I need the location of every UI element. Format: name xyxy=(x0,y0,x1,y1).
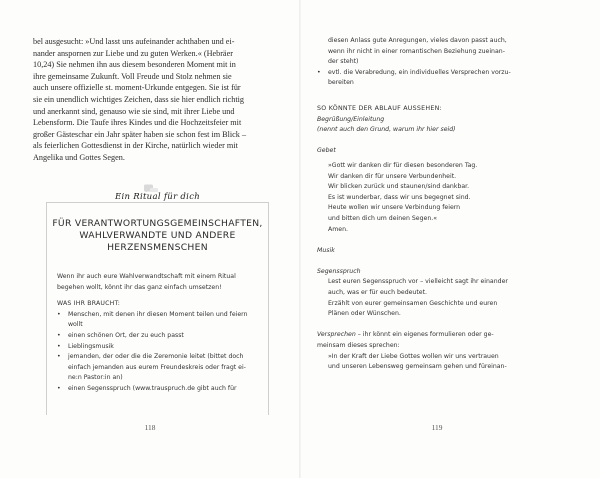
ritual-script-title: Ein Ritual für dich xyxy=(47,192,268,202)
prayer-text: »Gott wir danken dir für diesen besonderen Tag. Wir danken dir für unsere Verbundenheit. Wir blicken zurück und staunen/sind dankbar. Es ist wunderbar, dass wir uns begegnet sind. Heute wollen wir unsere Verbindung feiern und bitten dich um deinen Segen.« Amen. xyxy=(328,161,478,233)
intro-line: Wenn ihr auch eure Wahlverwandtschaft mit einem Ritual xyxy=(57,273,236,280)
list-item: • jemanden, der oder die die Zeremonie leitet (bittet doch einfach jemanden aus eurem Freundeskreis oder fragt ei- ne:n Pastor:in an) xyxy=(57,352,256,384)
welcome-title: Begrüßung/Einleitung xyxy=(317,115,385,123)
list-item: • Lieblingsmusik xyxy=(57,342,256,353)
promise-intro: Versprechen – ihr könnt ein eigenes formulieren oder ge- xyxy=(317,331,494,339)
right-body-text xyxy=(317,36,547,373)
promise-intro-line2: meinsam dieses sprechen: xyxy=(317,342,400,350)
blessing-title: Segensspruch xyxy=(317,267,361,275)
needs-list-continued xyxy=(317,68,547,89)
promise-title: Versprechen xyxy=(317,331,356,339)
prayer-title: Gebet xyxy=(317,147,336,155)
body-line: sie ein unendlich wichtiges Zeichen, dass sie hier endlich richtig xyxy=(33,94,244,104)
body-line: großer Gästeschar ein Jahr später haben sie schon fest im Blick – xyxy=(33,129,247,139)
body-line: Angelika und Gottes Segen. xyxy=(33,152,125,162)
right-page xyxy=(301,0,600,478)
body-line: und anerkannt sind, genauso wie sie sind, mit ihrer Liebe und xyxy=(33,106,235,116)
body-line: Lebensform. Die Taufe ihres Kindes und die Hochzeitsfeier mit xyxy=(33,118,242,128)
list-item: • einen Segensspruch (www.trauspruch.de gibt auch für xyxy=(57,384,256,395)
page-number-left: 118 xyxy=(144,423,156,432)
page-number-right: 119 xyxy=(431,423,443,432)
body-line: als feierlichen Gottesdienst in der Kirche, natürlich wieder mit xyxy=(33,141,238,151)
needs-heading: WAS IHR BRAUCHT: xyxy=(57,300,121,308)
music-title: Musik xyxy=(317,246,335,254)
blessing-text: Lest euren Segensspruch vor – vielleicht sagt ihr einander auch, was er für euch bedeutet. Erzählt von eurer gemeinsamen Geschichte und euren Plänen oder Wünschen. xyxy=(328,278,508,318)
list-item: • Menschen, mit denen ihr diesen Moment teilen und feiern wollt xyxy=(57,310,256,331)
body-line: auch unsere offizielle st. moment-Urkunde entgegen. Sie ist für xyxy=(33,83,241,93)
list-item: • evtl. die Verabredung, ein individuelles Versprechen vorzu- bereiten xyxy=(317,68,547,89)
ritual-heading: FÜR VERANTWORTUNGSGEMEINSCHAFTEN, WAHLVERWANDTE UND ANDERE HERZENSMENSCHEN xyxy=(52,218,263,253)
body-line: bel ausgesucht: »Und lasst uns aufeinander achthaben und ei- xyxy=(33,37,235,46)
promise-quote: »In der Kraft der Liebe Gottes wollen wir uns vertrauen und unseren Lebensweg gemeinsam gehen und füreinan- xyxy=(328,352,507,371)
body-line: ihre gemeinsame Zukunft. Voll Freude und Stolz nehmen sie xyxy=(33,71,232,81)
left-body-text xyxy=(33,36,269,164)
welcome-note: (nennt auch den Grund, warum ihr hier seid) xyxy=(317,126,456,134)
intro-line: begehen wollt, könnt ihr das ganz einfach umsetzen! xyxy=(57,283,222,291)
needs-list xyxy=(57,310,256,395)
ritual-body xyxy=(57,272,256,395)
ritual-box xyxy=(46,192,269,415)
list-item: • einen schönen Ort, der zu euch passt xyxy=(57,331,256,342)
flow-heading: SO KÖNNTE DER ABLAUF AUSSEHEN: xyxy=(317,104,442,112)
left-page xyxy=(0,0,299,478)
body-line: nander anspornen zur Liebe und zu guten Werken.« (Hebräer xyxy=(33,48,233,58)
continued-item: diesen Anlass gute Anregungen, vieles davon passt auch, wenn ihr nicht in einer romantischen Beziehung zueinan- der steht) xyxy=(328,37,507,66)
body-line: 10,24) Sie nehmen ihn aus diesem besonderen Moment mit in xyxy=(33,60,236,70)
